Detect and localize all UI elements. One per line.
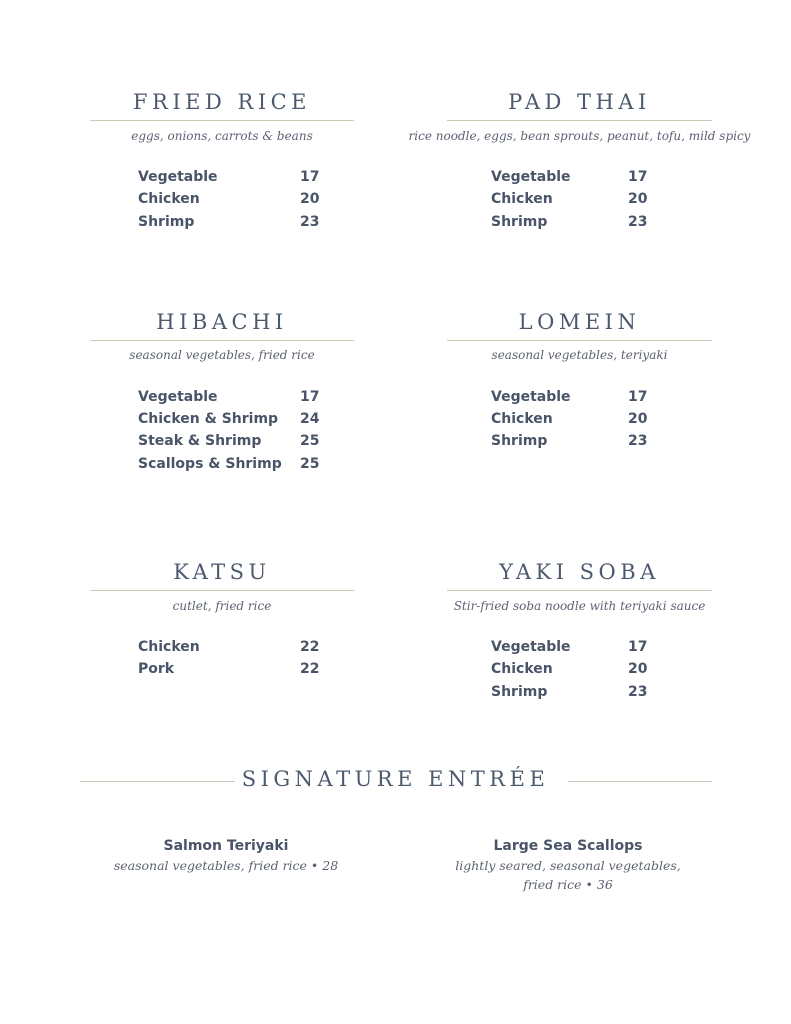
section-description: seasonal vegetables, teriyaki [491,348,668,362]
section-description: cutlet, fried rice [172,599,272,613]
menu-item-name: Chicken [491,411,553,427]
menu-item-name: Shrimp [491,684,548,700]
menu-item-name: Scallops & Shrimp [138,456,282,472]
menu-item-price: 20 [628,411,648,427]
menu-item-price: 20 [628,661,648,677]
menu-item-price: 17 [628,389,648,405]
section-title: HIBACHI [156,310,288,334]
signature-title: SIGNATURE ENTRÉE [241,767,550,791]
section-description: seasonal vegetables, fried rice [129,348,315,362]
menu-item-price: 20 [300,191,320,207]
entree-description: seasonal vegetables, fried rice • 28 [113,858,339,873]
menu-item-name: Pork [138,661,175,677]
menu-item-name: Chicken [138,639,200,655]
section-divider [90,590,354,591]
menu-item-price: 17 [300,389,320,405]
menu-item-price: 25 [300,456,320,472]
menu-item-price: 23 [300,214,320,230]
menu-item-price: 23 [628,433,648,449]
menu-item-name: Vegetable [491,639,571,655]
menu-item [138,639,338,661]
menu-item [138,661,338,683]
signature-entree [438,836,698,894]
menu-item [491,639,691,661]
menu-item-name: Vegetable [491,169,571,185]
menu-item [491,661,691,683]
menu-item-price: 17 [300,169,320,185]
menu-item-price: 20 [628,191,648,207]
section-title: FRIED RICE [132,90,312,114]
menu-item-name: Chicken [491,191,553,207]
section-description: rice noodle, eggs, bean sprouts, peanut, tofu, mild spicy [408,129,751,143]
menu-item [491,684,691,706]
menu-item-price: 23 [628,214,648,230]
section-title: YAKI SOBA [499,560,660,584]
menu-item-name: Vegetable [138,169,218,185]
menu-item-price: 23 [628,684,648,700]
menu-item-price: 22 [300,639,320,655]
section-description: Stir-fried soba noodle with teriyaki sauce [453,599,706,613]
menu-item-price: 17 [628,639,648,655]
menu-item-price: 25 [300,433,320,449]
entree-description: lightly seared, seasonal vegetables, [455,858,681,873]
section-title: LOMEIN [518,310,641,334]
menu-item-name: Chicken [138,191,200,207]
menu-item-name: Steak & Shrimp [138,433,262,449]
menu-item-price: 22 [300,661,320,677]
menu-item-price: 17 [628,169,648,185]
menu-item-name: Shrimp [491,433,548,449]
menu-item-name: Shrimp [491,214,548,230]
entree-description: fried rice • 36 [523,877,613,892]
entree-name: Large Sea Scallops [493,838,643,854]
menu-item-name: Chicken & Shrimp [138,411,279,427]
entree-name: Salmon Teriyaki [163,838,289,854]
menu-item-name: Chicken [491,661,553,677]
signature-divider-right [568,781,712,782]
section-title: KATSU [173,560,271,584]
section-katsu [90,0,354,710]
section-title: PAD THAI [508,90,651,114]
menu-item-price: 24 [300,411,320,427]
section-yaki-soba [447,0,712,710]
menu-item-name: Vegetable [138,389,218,405]
section-description: eggs, onions, carrots & beans [131,129,313,143]
menu-item-name: Vegetable [491,389,571,405]
menu-item-name: Shrimp [138,214,195,230]
section-divider [447,590,712,591]
signature-entree [96,836,356,875]
